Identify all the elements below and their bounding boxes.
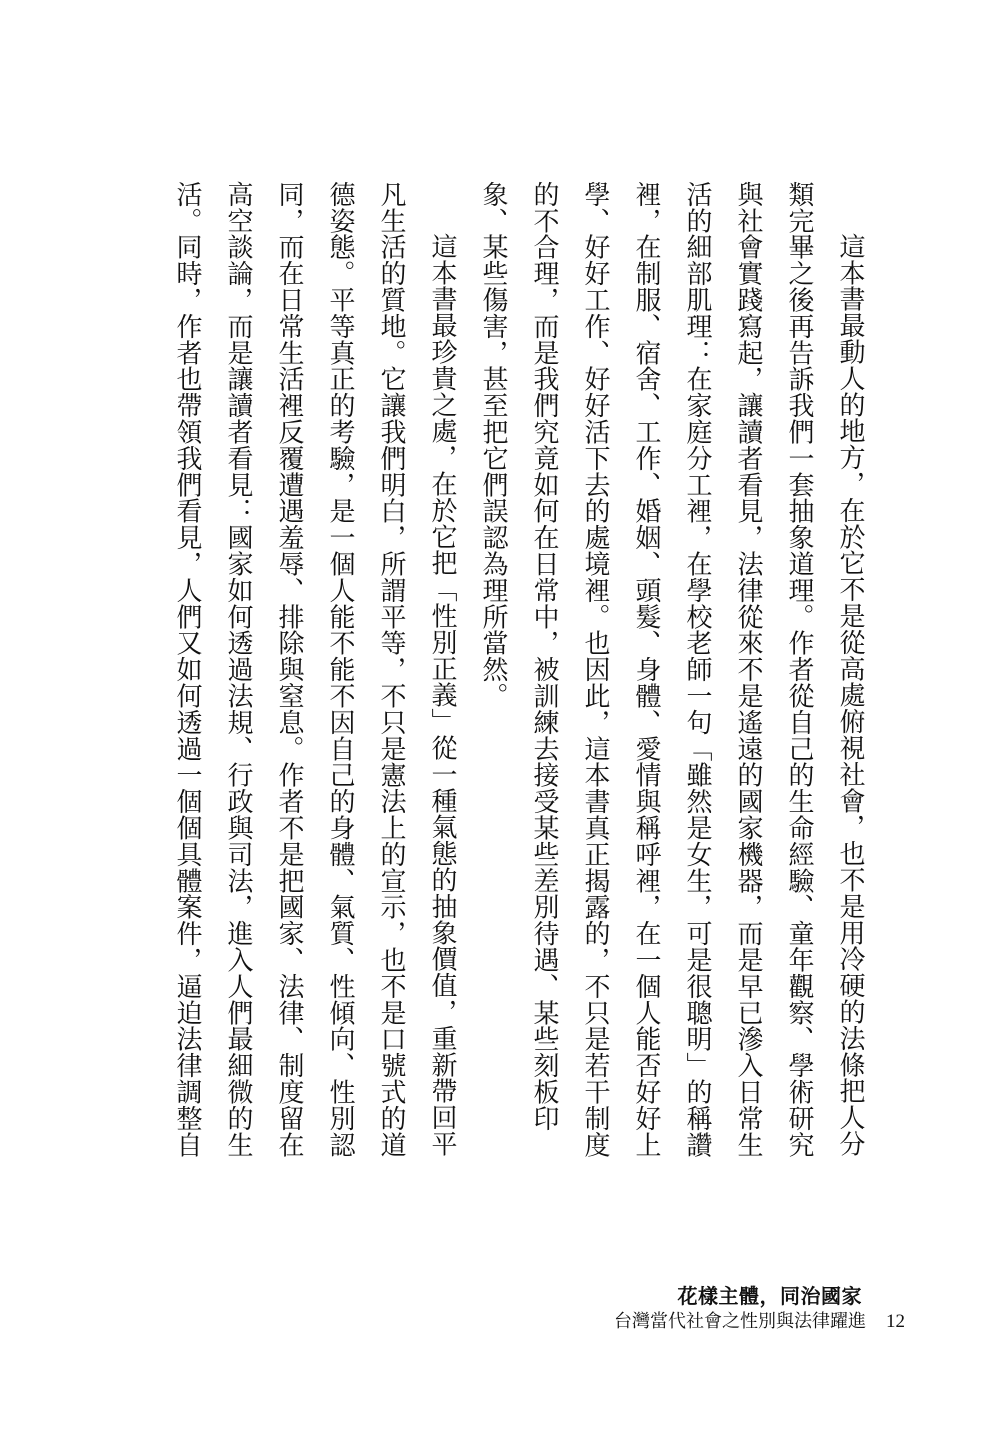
text-column-3: 與社會實踐寫起，讓讀者看見，法律從來不是遙遠的國家機器，而是早已滲入日常生 xyxy=(733,181,763,1158)
text-column-11: 德姿態。平等真正的考驗，是一個人能不能不因自己的身體、氣質、性傾向、性別認 xyxy=(325,181,355,1158)
page-number: 12 xyxy=(886,1311,905,1332)
text-column-10: 凡生活的質地。它讓我們明白，所謂平等，不只是憲法上的宣示，也不是口號式的道 xyxy=(376,181,406,1158)
text-column-8: 象、某些傷害，甚至把它們誤認為理所當然。 xyxy=(478,181,508,709)
footer-subtitle-row xyxy=(614,1309,905,1335)
text-column-6: 學、好好工作、好好活下去的處境裡。也因此，這本書真正揭露的，不只是若干制度 xyxy=(580,181,610,1158)
text-column-13: 高空談論，而是讓讀者看見：國家如何透過法規、行政與司法，進入人們最細微的生 xyxy=(223,181,253,1158)
text-column-4: 活的細部肌理：在家庭分工裡，在學校老師一句「雖然是女生，可是很聰明」的稱讚 xyxy=(682,181,712,1158)
page-footer xyxy=(614,1283,905,1335)
text-column-12: 同，而在日常生活裡反覆遭遇羞辱、排除與窒息。作者不是把國家、法律、制度留在 xyxy=(274,181,304,1158)
text-column-9: 這本書最珍貴之處，在於它把「性別正義」從一種氣態的抽象價值，重新帶回平 xyxy=(427,233,457,1157)
book-subtitle: 台灣當代社會之性別與法律躍進 xyxy=(614,1311,866,1332)
text-column-14: 活。同時，作者也帶領我們看見，人們又如何透過一個個具體案件，逼迫法律調整自 xyxy=(172,181,202,1158)
text-column-5: 裡，在制服、宿舍、工作、婚姻、頭髮、身體、愛情與稱呼裡，在一個人能否好好上 xyxy=(631,181,661,1158)
text-column-2: 類完畢之後再告訴我們一套抽象道理。作者從自己的生命經驗、童年觀察、學術研究 xyxy=(784,181,814,1158)
book-title: 花樣主體，同治國家 xyxy=(677,1284,862,1308)
text-column-1: 這本書最動人的地方，在於它不是從高處俯視社會，也不是用冷硬的法條把人分 xyxy=(835,233,865,1157)
vertical-body-text xyxy=(161,181,875,1171)
text-column-7: 的不合理，而是我們究竟如何在日常中，被訓練去接受某些差別待遇、某些刻板印 xyxy=(529,181,559,1132)
